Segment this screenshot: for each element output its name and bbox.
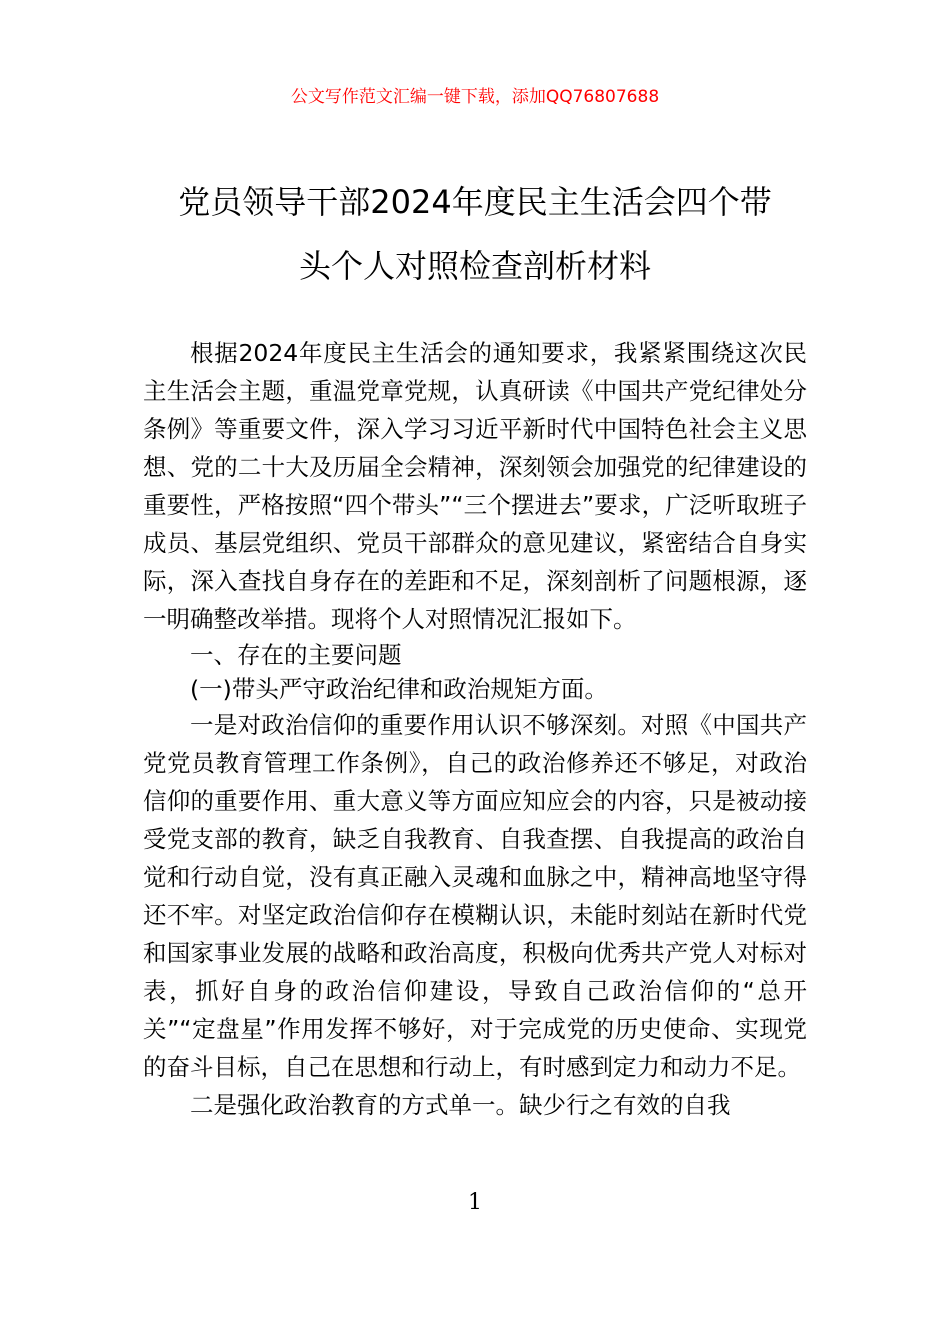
title-line-2: 头个人对照检查剖析材料 — [298, 247, 651, 285]
point-two-paragraph: 二是强化政治教育的方式单一。缺少行之有效的自我 — [190, 1091, 731, 1119]
title-line-1: 党员领导干部2024年度民主生活会四个带 — [178, 183, 772, 221]
download-promo-note: 公文写作范文汇编一键下载，添加QQ76807688 — [290, 87, 660, 107]
point-one-paragraph: 一是对政治信仰的重要作用认识不够深刻。对照《中国共产党党员教育管理工作条例》，自己的政治修养还不够足，对政治信仰的重要作用、重大意义等方面应知应会的内容，只是被动接受党支部的教育，缺乏自我教育、自我查摆、自我提高的政治自觉和行动自觉，没有真正融入灵魂和血脉之中，精神高地坚守得还不牢。对坚定政治信仰存在模糊认识，未能时刻站在新时代党和国家事业发展的战略和政治高度，积极向优秀共产党人对标对表，抓好自身的政治信仰建设，导致自己政治信仰的“总开关”“定盘星”作用发挥不够好，对于完成党的历史使命、实现党的奋斗目标，自己在思想和行动上，有时感到定力和动力不足。 — [143, 711, 807, 1081]
intro-paragraph: 根据2024年度民主生活会的通知要求，我紧紧围绕这次民主生活会主题，重温党章党规，认真研读《中国共产党纪律处分条例》等重要文件，深入学习习近平新时代中国特色社会主义思想、党的二十大及历届全会精神，深刻领会加强党的纪律建设的重要性，严格按照“四个带头”“三个摆进去”要求，广泛听取班子成员、基层党组织、党员干部群众的意见建议，紧密结合自身实际，深入查找自身存在的差距和不足，深刻剖析了问题根源，逐一明确整改举措。现将个人对照情况汇报如下。 — [143, 339, 807, 633]
document-body — [143, 334, 807, 1124]
page-number: 1 — [468, 1190, 482, 1215]
subsection-heading-political-discipline: (一)带头严守政治纪律和政治规矩方面。 — [190, 675, 608, 703]
document-title — [120, 170, 830, 298]
section-heading-problems: 一、存在的主要问题 — [190, 641, 402, 669]
